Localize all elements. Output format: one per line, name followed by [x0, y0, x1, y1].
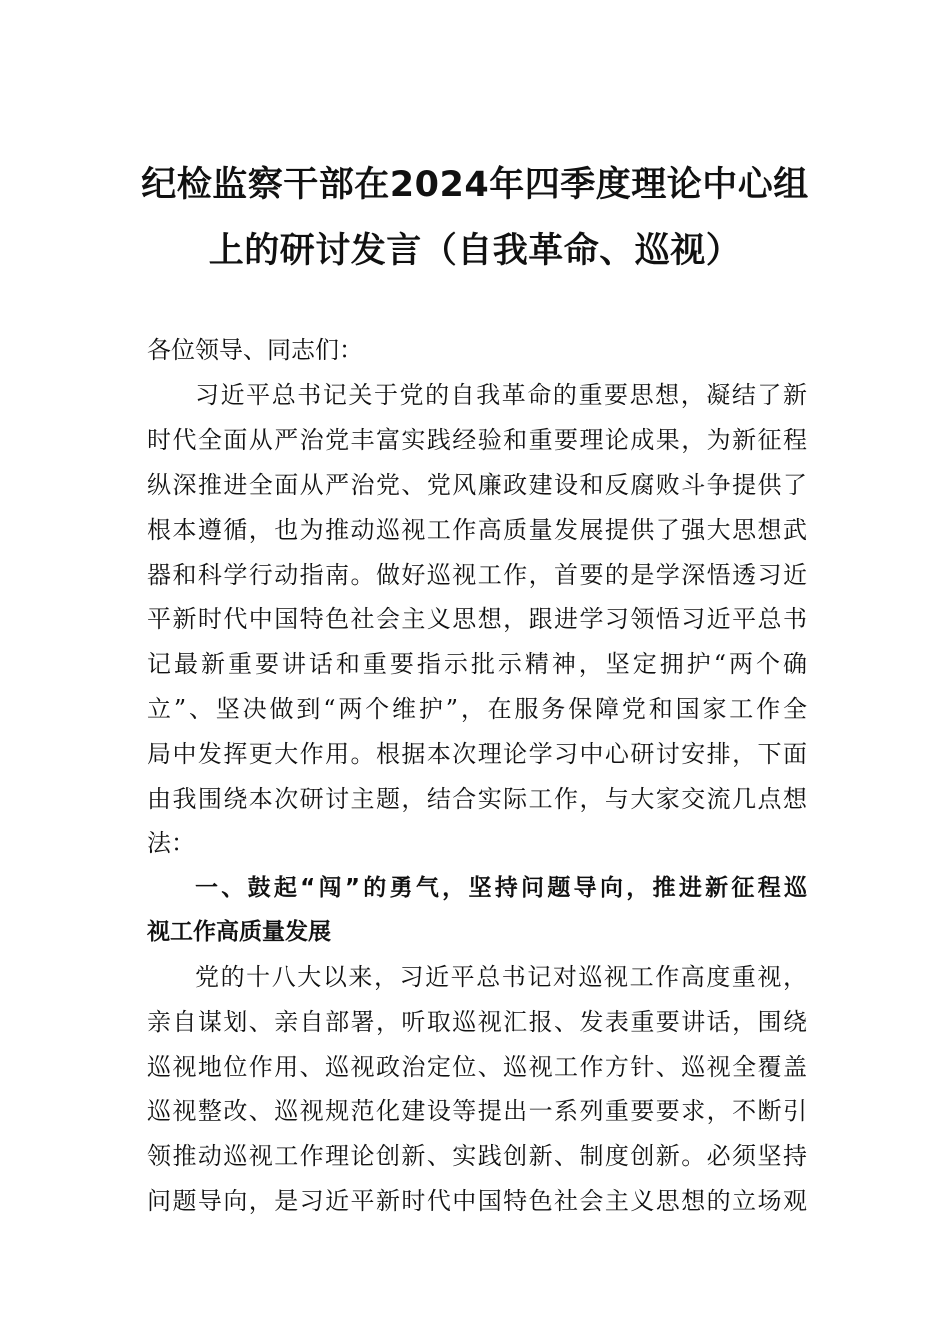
section-1-heading-line-2: 视工作高质量发展 — [147, 919, 331, 945]
paragraph-2-line: 党的十八大以来，习近平总书记对巡视工作高度重视， — [195, 963, 807, 991]
paragraph-1-line: 立”、坚决做到“两个维护”，在服务保障党和国家工作全 — [147, 695, 807, 723]
document-title-line-1: 纪检监察干部在2024年四季度理论中心组 — [141, 165, 809, 205]
paragraph-1-line: 时代全面从严治党丰富实践经验和重要理论成果，为新征程 — [147, 426, 807, 454]
paragraph-1-line: 局中发挥更大作用。根据本次理论学习中心研讨安排，下面 — [147, 740, 807, 768]
section-1-heading-line-1: 一、鼓起“闯”的勇气，坚持问题导向，推进新征程巡 — [195, 875, 807, 901]
paragraph-2-line: 巡视整改、巡视规范化建设等提出一系列重要要求，不断引 — [147, 1097, 807, 1125]
paragraph-1-line: 器和科学行动指南。做好巡视工作，首要的是学深悟透习近 — [147, 561, 807, 589]
paragraph-1-line: 法： — [147, 829, 195, 857]
paragraph-1-line: 记最新重要讲话和重要指示批示精神，坚定拥护“两个确 — [147, 650, 807, 678]
paragraph-1-line: 由我围绕本次研讨主题，结合实际工作，与大家交流几点想 — [147, 785, 807, 813]
paragraph-2-line: 亲自谋划、亲自部署，听取巡视汇报、发表重要讲话，围绕 — [147, 1008, 807, 1036]
paragraph-1-line: 纵深推进全面从严治党、党风廉政建设和反腐败斗争提供了 — [147, 471, 807, 499]
paragraph-1-line: 习近平总书记关于党的自我革命的重要思想，凝结了新 — [195, 381, 807, 409]
salutation: 各位领导、同志们： — [147, 336, 363, 364]
paragraph-2-line: 领推动巡视工作理论创新、实践创新、制度创新。必须坚持 — [147, 1142, 807, 1170]
paragraph-2-line: 问题导向，是习近平新时代中国特色社会主义思想的立场观 — [147, 1187, 807, 1215]
paragraph-2-line: 巡视地位作用、巡视政治定位、巡视工作方针、巡视全覆盖 — [147, 1053, 807, 1081]
document-title-line-2: 上的研讨发言（自我革命、巡视） — [208, 231, 742, 271]
paragraph-1-line: 根本遵循，也为推动巡视工作高质量发展提供了强大思想武 — [147, 516, 807, 544]
paragraph-1-line: 平新时代中国特色社会主义思想，跟进学习领悟习近平总书 — [147, 605, 807, 633]
